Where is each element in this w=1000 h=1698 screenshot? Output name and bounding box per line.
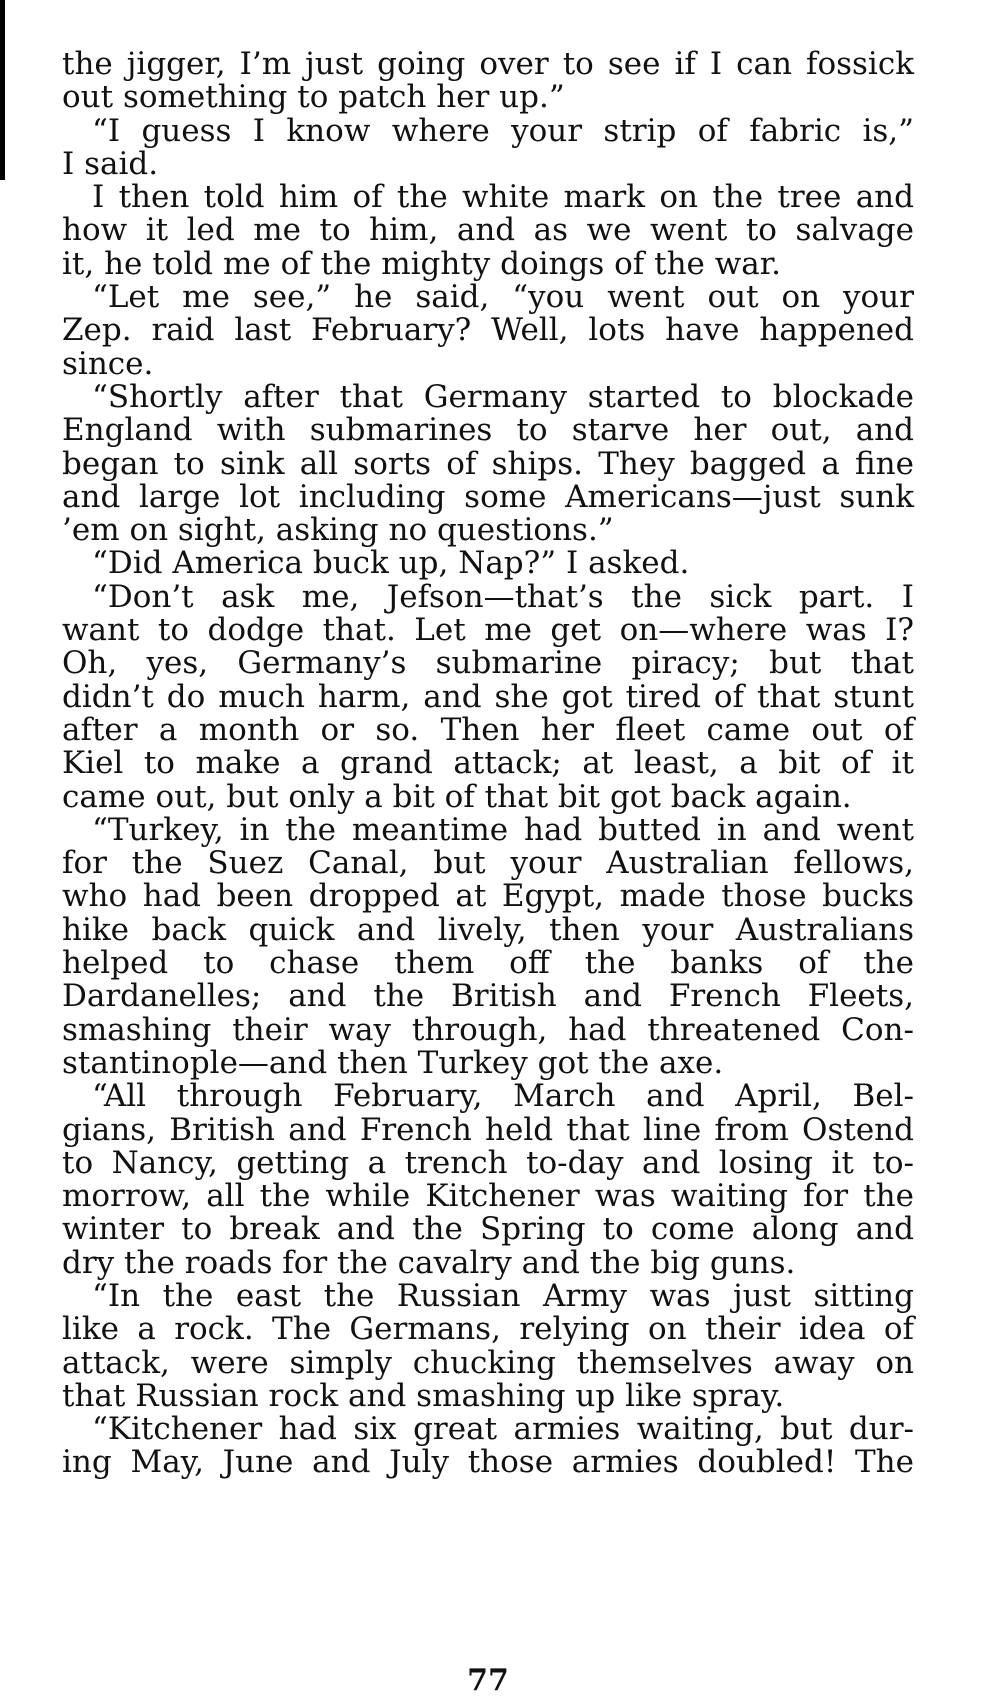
- text-line: stantinople—and then Turkey got the axe.: [62, 1044, 724, 1081]
- text-line: “I guess I know where your strip of fabric is,”: [92, 112, 914, 149]
- text-line: smashing their way through, had threatened Con-: [62, 1011, 914, 1048]
- text-line: to Nancy, getting a trench to-day and losing it to-: [62, 1144, 914, 1181]
- text-line: it, he told me of the mighty doings of the war.: [62, 245, 782, 282]
- page-edge-mark: [0, 0, 5, 180]
- text-line: “Don’t ask me, Jefson—that’s the sick part. I: [92, 578, 914, 615]
- text-line: since.: [62, 345, 154, 382]
- text-line: ing May, June and July those armies doubled! The: [62, 1444, 914, 1481]
- text-line: I then told him of the white mark on the tree and: [92, 179, 914, 216]
- text-line: Zep. raid last February? Well, lots have happened: [62, 312, 914, 349]
- book-page: [62, 46, 914, 1698]
- text-line: “Let me see,” he said, “you went out on your: [92, 279, 914, 316]
- body-text: [62, 48, 914, 1480]
- text-line: “Kitchener had six great armies waiting, but dur-: [92, 1411, 914, 1448]
- text-line: began to sink all sorts of ships. They bagged a fine: [62, 445, 914, 482]
- text-line: the jigger, I’m just going over to see if I can fossick: [62, 46, 914, 82]
- text-line: “Turkey, in the meantime had butted in and went: [92, 811, 914, 848]
- text-line: Kiel to make a grand attack; at least, a bit of it: [62, 745, 914, 782]
- text-line: “Shortly after that Germany started to blockade: [92, 378, 914, 415]
- text-line: came out, but only a bit of that bit got back again.: [62, 778, 852, 815]
- text-line: out something to patch her up.”: [62, 79, 565, 116]
- text-line: I said.: [62, 145, 159, 182]
- text-line: ’em on sight, asking no questions.”: [62, 512, 614, 549]
- text-line: helped to chase them off the banks of the: [62, 945, 914, 982]
- text-line: “All through February, March and April, Bel-: [92, 1078, 914, 1115]
- text-line: and large lot including some Americans—just sunk: [62, 478, 914, 515]
- text-line: for the Suez Canal, but your Australian fellows,: [62, 845, 914, 882]
- text-line: after a month or so. Then her fleet came out of: [62, 711, 914, 748]
- text-line: England with submarines to starve her out, and: [62, 412, 914, 449]
- text-line: like a rock. The Germans, relying on their idea of: [62, 1311, 914, 1348]
- text-line: “In the east the Russian Army was just sitting: [92, 1277, 914, 1314]
- text-line: winter to break and the Spring to come along and: [62, 1211, 914, 1248]
- text-line: that Russian rock and smashing up like spray.: [62, 1377, 785, 1414]
- text-line: dry the roads for the cavalry and the big guns.: [62, 1244, 796, 1281]
- text-line: how it led me to him, and as we went to salvage: [62, 212, 914, 249]
- text-line: didn’t do much harm, and she got tired of that stunt: [62, 678, 914, 715]
- text-line: Oh, yes, Germany’s submarine piracy; but that: [62, 645, 914, 682]
- page-number: 77: [467, 1663, 509, 1698]
- text-line: hike back quick and lively, then your Australians: [62, 911, 914, 948]
- text-line: morrow, all the while Kitchener was waiting for the: [62, 1178, 914, 1215]
- text-line: Dardanelles; and the British and French Fleets,: [62, 978, 914, 1015]
- text-line: who had been dropped at Egypt, made those bucks: [62, 878, 914, 915]
- text-line: want to dodge that. Let me get on—where was I?: [62, 612, 914, 649]
- text-line: “Did America buck up, Nap?” I asked.: [92, 545, 690, 582]
- text-line: attack, were simply chucking themselves away on: [62, 1344, 914, 1381]
- text-line: gians, British and French held that line from Ostend: [62, 1111, 914, 1148]
